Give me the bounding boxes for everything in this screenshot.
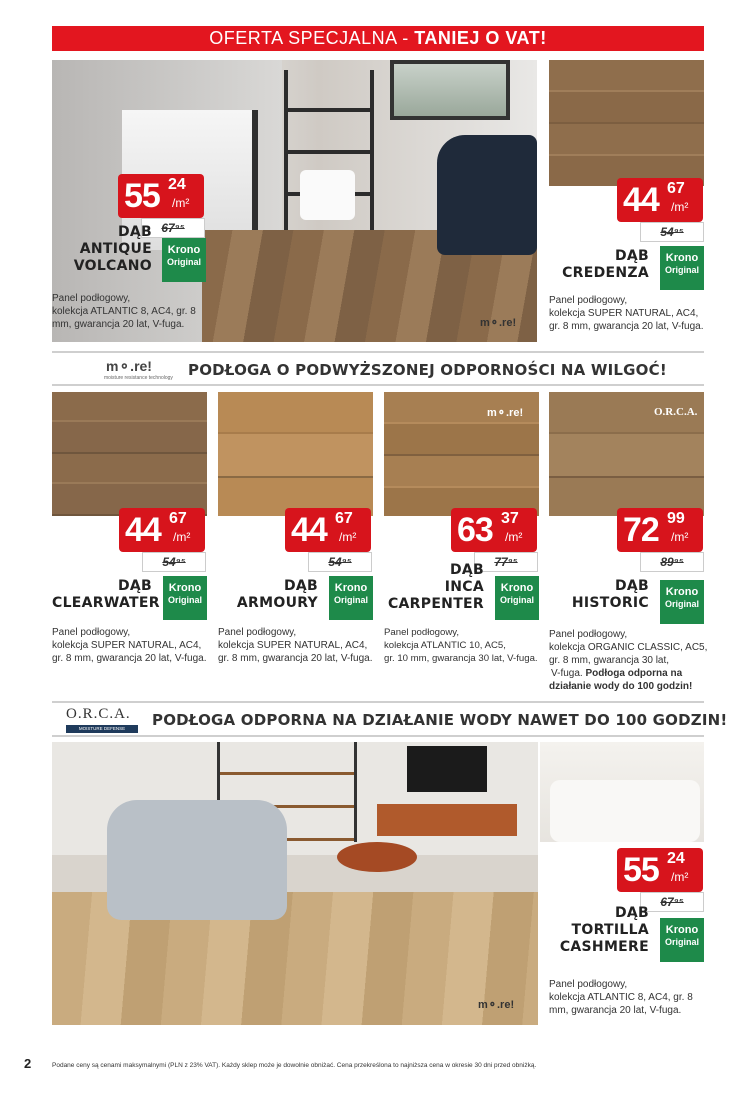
price-tag-armoury: 44 67 /m² <box>285 508 371 552</box>
wood-sample-armoury <box>218 392 373 516</box>
offer-banner <box>52 26 704 51</box>
orca-logo: O.R.C.A. <box>66 706 131 722</box>
sofa-detail-photo <box>540 742 704 842</box>
description-historic: Panel podłogowy, kolekcja ORGANIC CLASSIC, AC5, gr. 8 mm, gwarancja 30 lat, V-fuga. Podłoga odporna na działanie wody do 100 godzin! <box>549 629 708 692</box>
krono-original-logo: Krono Original <box>495 576 539 620</box>
product-name-credenza: DĄB CREDENZA <box>562 248 649 281</box>
krono-original-logo: Krono Original <box>162 238 206 282</box>
more-logo-sub: moisture resistance technology <box>104 375 173 381</box>
more-photo-badge: m⚬.re! <box>478 999 515 1011</box>
price-tag-credenza: 44 67 /m² <box>617 178 703 222</box>
footer-note: Podane ceny są cenami maksymalnymi (PLN z 23% VAT). Każdy sklep może je dowolnie obniżać. Cena przekreślona to najniższa cena w okresie 30 dni przed obniżką. <box>52 1062 537 1069</box>
section-divider <box>52 384 704 386</box>
price-tag-tortilla-cashmere: 55 24 /m² <box>617 848 703 892</box>
room-photo-armchair <box>52 742 538 1025</box>
krono-original-logo: Krono Original <box>660 246 704 290</box>
price-tag-clearwater: 44 67 /m² <box>119 508 205 552</box>
description-tortilla-cashmere: Panel podłogowy, kolekcja ATLANTIC 8, AC4, gr. 8 mm, gwarancja 20 lat, V-fuga. <box>549 979 693 1016</box>
wood-sample-clearwater <box>52 392 207 516</box>
section-divider <box>52 701 704 703</box>
more-logo: m⚬.re! <box>106 358 152 374</box>
krono-original-logo: Krono Original <box>660 918 704 962</box>
krono-original-logo: Krono Original <box>163 576 207 620</box>
price-tag-antique-volcano: 55 24 /m² <box>118 174 204 218</box>
old-price-tortilla-cashmere: 67⁹⁵ <box>640 892 704 912</box>
wood-sample-credenza <box>549 60 704 186</box>
section-heading-orca: PODŁOGA ODPORNA NA DZIAŁANIE WODY NAWET DO 100 GODZIN! <box>152 711 728 729</box>
product-name-tortilla-cashmere: DĄB TORTILLA CASHMERE <box>559 905 649 955</box>
old-price-inca-carpenter: 77⁹⁵ <box>474 552 538 572</box>
price-tag-inca-carpenter: 63 37 /m² <box>451 508 537 552</box>
old-price-clearwater: 54⁹⁵ <box>142 552 206 572</box>
description-credenza: Panel podłogowy, kolekcja SUPER NATURAL, AC4, gr. 8 mm, gwarancja 20 lat, V-fuga. <box>549 295 704 332</box>
description-antique-volcano: Panel podłogowy, kolekcja ATLANTIC 8, AC4, gr. 8 mm, gwarancja 20 lat, V-fuga. <box>52 293 196 330</box>
product-name-clearwater: DĄB CLEARWATER <box>52 578 160 611</box>
description-clearwater: Panel podłogowy, kolekcja SUPER NATURAL, AC4, gr. 8 mm, gwarancja 20 lat, V-fuga. <box>52 627 207 664</box>
section-divider <box>52 735 704 737</box>
more-photo-badge: m⚬.re! <box>487 407 524 419</box>
old-price-historic: 89⁹⁵ <box>640 552 704 572</box>
section-divider <box>52 351 704 353</box>
product-name-historic: DĄB HISTORIC <box>571 578 649 611</box>
page-number: 2 <box>24 1056 32 1071</box>
description-inca-carpenter: Panel podłogowy, kolekcja ATLANTIC 10, AC5, gr. 10 mm, gwarancja 30 lat, V-fuga. <box>384 627 538 664</box>
tv-image <box>407 746 487 792</box>
product-name-antique-volcano: DĄB ANTIQUE VOLCANO <box>73 224 152 274</box>
orca-logo-sub: MOISTURE DEFENSE <box>66 725 138 733</box>
krono-original-logo: Krono Original <box>329 576 373 620</box>
banner-text-bold: TANIEJ O VAT! <box>414 28 547 48</box>
product-name-inca-carpenter: DĄB INCA CARPENTER <box>387 562 484 612</box>
price-tag-historic: 72 99 /m² <box>617 508 703 552</box>
old-price-antique-volcano: 67⁹⁵ <box>141 218 205 238</box>
sofa-image <box>437 135 537 255</box>
krono-original-logo: Krono Original <box>660 580 704 624</box>
armchair-image <box>107 800 287 920</box>
old-price-credenza: 54⁹⁵ <box>640 222 704 242</box>
section-heading-more: PODŁOGA O PODWYŻSZONEJ ODPORNOŚCI NA WILGOĆ! <box>188 361 667 379</box>
orca-photo-badge: O.R.C.A. <box>654 406 698 418</box>
banner-text: OFERTA SPECJALNA - <box>209 28 415 48</box>
description-armoury: Panel podłogowy, kolekcja SUPER NATURAL, AC4, gr. 8 mm, gwarancja 20 lat, V-fuga. <box>218 627 373 664</box>
more-photo-badge: m⚬.re! <box>480 317 517 329</box>
old-price-armoury: 54⁹⁵ <box>308 552 372 572</box>
product-name-armoury: DĄB ARMOURY <box>236 578 318 611</box>
